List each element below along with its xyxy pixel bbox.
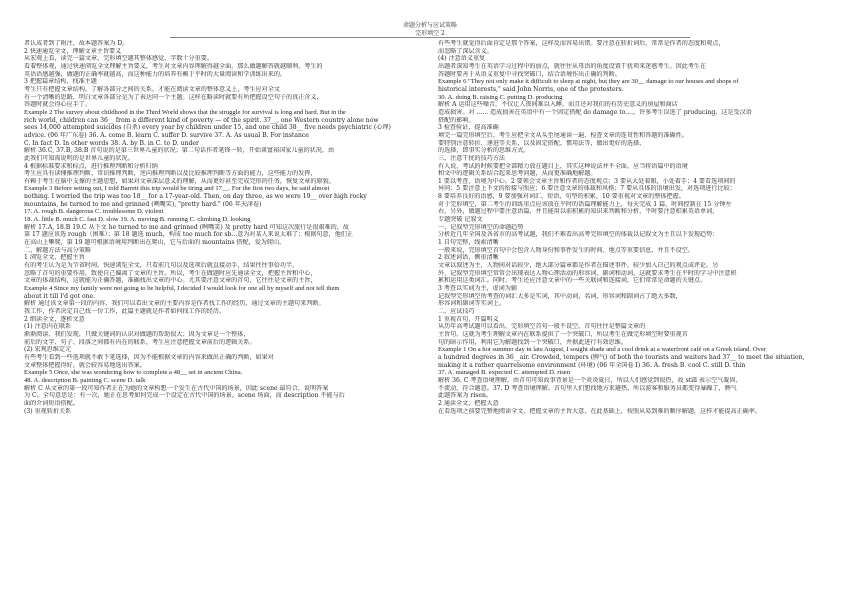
text-line: 第 17 题应该选 rough（困难）；第 18 题选 much，构成 too much for sb...意为对某人来说太难了；根据句意，他们正 (24, 231, 353, 239)
text-line: 解析 36.C, 37.B, 38.B 首句说的是第三世界儿童的状况；第二句话作者笔锋一转，开始谈富裕国家儿童的状况，由 (24, 147, 335, 155)
text-line: 外，记叙型完形填空常常会出现表达人物心理活动的形容词、副词和动词，这就要求考生在平时的学习中注意积 (438, 269, 737, 277)
text-line: 2 叙述词语，侧重清晰 (438, 254, 499, 262)
text-line: 分析近几年全国及各省市的高考试题，我们不难看出高考完形填空的体裁以记叙文为主且以下发现趋势： (438, 231, 719, 239)
text-line: (3) 重视转折关系 (24, 407, 72, 415)
text-line: 我工作，作者决定自己找一份工作，此篇主题就是作者如何找工作的经历。 (24, 307, 226, 315)
text-line: sees 14,000 attempted suicides (自杀) every year by children under 15, and one child 38__ five needs psychiatric (心理) (24, 124, 391, 132)
text-line: 者认成者到了附注，故本题答案为 D。 (24, 40, 129, 47)
text-line: 1 要以考查，语境为中心。2 要领会文章主旨和作者的态度观点；3 要从大处着眼，小处着手；4 要看选项间的 (438, 177, 736, 185)
text-line: (2) 宏观思维定元 (24, 346, 72, 354)
text-line: 有的考生认为是为节省时间，快速浏览全文，只看前几句以及选项后就直接动手，结果往往事倍功半， (24, 262, 299, 270)
text-line: 3 检查验证，提高准确 (438, 124, 499, 132)
text-line: 要特别注意转折、递进等关系，以及固定搭配、惯用法等，做出更好的选择， (438, 139, 646, 147)
text-line: a hundred degrees in 36__air. Crowded, tempers (脾气) of both the tourists and waiters had 37__ to meet the situation, (438, 353, 805, 361)
text-line: 1 浏览全文，把握主旨 (24, 254, 85, 262)
text-line: 文章整体把握得好，就会较容易地选出答案。 (24, 361, 146, 369)
text-line: 2 通读全文，把握大意 (438, 399, 499, 407)
text-line: 答题时就会得心应手了。 (24, 101, 92, 109)
text-line: 的选择，即事实分析的思维方式。 (438, 147, 530, 155)
text-line: 英语语感越强，做题的正确率就越高，而这种能力的培养有赖于平时的大量阅读和学训练出来的。 (24, 70, 287, 78)
text-line: 8 要培养良好的语感，9 要加强对词汇、短语、句型的积累，10 要重视对文章的整体把握。 (438, 193, 685, 201)
text-line: 主旨句。这就为考生理解文章内在联系提供了一个突破口，所以考生在做完形填空时要重视首 (438, 330, 688, 338)
text-line: 看着整体观，通过快速浏览全文理解主旨要义，考生对文章内容理解得越全面，那么做题解答就越顺利。考生的 (24, 62, 323, 70)
text-line: (1) 注意内在联系 (24, 323, 72, 331)
left-text-column (24, 40, 422, 415)
text-line: Example 3 Before setting out, I told Barrett this trip would be tiring and 17__. For the first two days, he said almost (24, 185, 330, 193)
text-line: 解析 C 从文章的第一段可知作者正在为她的文章构想一个发生在古代中国的场景，因此 scene 最符合，说明答案 (24, 384, 329, 392)
text-line: rich world, children can 36__ from a different kind of poverty — of the spirit. 37__, one Western country alone now (24, 116, 379, 124)
text-line: 异同；5 要注意上下文的衔接与照应；6 要注意文章的体裁和风格；7 要从具体的语境出发，对选项进行比较； (438, 185, 736, 193)
text-line: making it a rather quarrelsome environment (环境) (06 年全国卷 I) 36. A. fresh B. cool C. still D. thin (438, 361, 746, 369)
text-line: 为 C。全句意思是：有一次，她正在思考如何完成一个设定在古代中国的场景。scene 场面，而 description 不能与后 (24, 392, 345, 400)
text-line: 解析 A 运用这些噪音，不仅让人夜间难以入睡，而且还对我们的有历史意义的房屋和商店 (438, 101, 678, 109)
text-line: 解析 17.A, 18.B 19.C 从下文 he turned to me and grinned (咧嘴笑) 及 pretty hard 可知这次旅行是很艰难的，故 (24, 223, 349, 231)
text-line: 二、解题方法与高分策略 (24, 246, 92, 254)
text-line: 1 自句完整，线索清晰 (438, 239, 499, 247)
text-line: 解析 通过该文章第一段的内容，我们可以看出文章的主要内容是作者找工作的经历，通过文章的主题句来判断。 (24, 300, 325, 308)
text-line: 二、应试技巧 (438, 307, 475, 315)
text-line: 有赖于考生在脑中支撑的主题思想，如果对文章深层意义的理解，从而更好甚至完成完形的任务，恢复文章的原貌。 (24, 177, 335, 185)
text-line: Example 5 Once, she was wondering how to complete a 48__ set in ancient China. (24, 369, 243, 377)
text-line: 搭配的影响。 (438, 116, 475, 124)
page-header-subtitle: 完形填空 2 (415, 30, 445, 37)
text-line: 不流动，符合题意。37. D 考查语境理解。首句里人们想找地方来避热，所以游客和服务员都变得暴躁了，脾气 (438, 384, 737, 392)
right-text-column (438, 40, 836, 415)
text-line: 面的介词短语搭配。 (24, 399, 79, 407)
text-line: Example 4 Since my family were not going to be helpful, I decided I would look for one all by myself and not tell them (24, 285, 340, 292)
text-line: Example 1 On a hot summer day in late August, I sought shade and a cool drink at a waterfront café on a Greek island. Over (438, 346, 766, 354)
text-line: 解析 36. C 考查语境理解。由首句可知故事背景是一个炎炎夏日，所以人们感觉到很热，故 still 表示空气凝固、 (438, 376, 742, 384)
text-line: historical interests," said John Norris, one of the protesters. (438, 85, 624, 93)
text-line: 2 快速通览全文，理解文章主旨要义 (24, 47, 122, 55)
text-line: 一、记叙型完形填空的命题趋势 (438, 223, 524, 231)
text-line: 3 考查以实词为主，虚词为辅 (438, 285, 517, 292)
text-line: (4) 注意语义重复 (438, 55, 486, 63)
text-line: 文章以叙述为主，人物间对话较少，绝大部分篇章都是作者在描述事件，较少加入自己的观点或评论。另 (438, 262, 719, 270)
header-divider (170, 37, 690, 38)
text-line: 而忽略了深层含义。 (438, 47, 493, 55)
text-line: 4 根据标准要求和标点，进行推理判断和分析归纳 (24, 162, 158, 170)
text-line: 出题者深知考生在英语学习过程中的弱点，就往往从母语的角度设置干扰项来迷惑考生。因此考生在 (438, 62, 707, 70)
text-line: 渐渐阅读，我们发现，只做关键词的认识对做题的帮助很大；因为文章是一个整体， (24, 330, 250, 338)
text-line: 有人说，考试的时候要把全部精力放在题目上，其实这种说法并不全面。应当将语篇中的语境 (438, 162, 688, 170)
text-line: 从历年高考试题可以看出，完形填空首句一般不设空，首句往往是整篇文章的 (438, 323, 646, 331)
text-line: 2 细读全文，逐析文意 (24, 315, 85, 323)
text-line: 考生应具有读懂推理判断、常识推理判断，逆向推理判断以及比较推理判断等方面的能力，这些能力的发挥， (24, 170, 317, 178)
text-line: 在看选项之前要完整地阅读全文，把握文章的主旨大意，在此基础上，按照从易到难的顺序解题，这样才能提高正确率。 (438, 407, 761, 415)
text-line: 三、注意干扰的技巧方法 (438, 154, 506, 162)
text-line: Example 2 The survey about childhood in the Third World shows that the struggle for survival is long and hard. But in the (24, 108, 346, 116)
text-line: 造成损害。对 ...... 造成损害在英语中有一个固定搭配 do damage to....，许多考生误选了 producing，这是受汉语 (438, 108, 752, 116)
text-line: 文章的体裁结构，这就能为正确答题，准确找出文章的中心。尤其要注意文章的首句，它往往是文章的主旨， (24, 277, 317, 285)
text-line: 48. A. description B. painting C. scene D. talk (24, 376, 146, 384)
text-line: 17. A. rough B. dangerous C. troublesome D. violent (24, 208, 164, 216)
text-line: 此题答案为 risen。 (438, 392, 493, 400)
text-line: 37. A. managed B. expected C. attempted D. risen (438, 369, 571, 377)
text-line: 一般来说，完形填空首句中会包含人物身份和事件发生的时间、地点等重要信息，并且不设空。 (438, 246, 694, 254)
text-line: 30. A. doing B. raising C. putting D. producing (438, 93, 563, 101)
text-line: mountains, he turned to me and grinned (咧嘴笑), "pretty hard." (06 年天津卷) (24, 200, 262, 208)
text-line: 3 把握篇章结构，找准主题 (24, 78, 97, 86)
text-line: 在高山上攀爬，第 19 题可根据语境用判断出在爬山，它与后面的 mountains 搭配，爱为爬山。 (24, 239, 286, 247)
text-line: Example 6 "They not only make it difficult to sleep at night, but they are 30__ damage to our houses and shops of (438, 78, 739, 86)
text-line: about it till I'd got one. (24, 292, 96, 300)
text-line: 1 重视首句，开篇明义 (438, 315, 499, 323)
text-line: 和文中的逻辑关系结合起来思考问题，从而更准确地解题。 (438, 170, 597, 178)
text-line: 有一个清晰的思路，明白文章各部分是为了表达同一个主题。这样在略读时就要有所把握设空句子的真正含义， (24, 93, 323, 101)
text-line: 从宏观上看，读完一篇文章，完形填空题其整体感觉、字数十分重要。 (24, 55, 213, 63)
text-line: 右，另外，做题过程中要注意语篇，并且能用以前积累的知识来判断和分析，平时要注意积累英语单词， (438, 208, 719, 216)
text-line: 18. A. little B. much C. fast D. slow 19. A. moving B. running C. climbing D. looking (24, 216, 251, 224)
text-line: 记叙型完形填空所考查的词汇大多是实词，其中动词、名词、形容词和副词占了绝大多数， (438, 292, 682, 300)
text-line: 答题时要善于从语义重复中寻找突破口，结合语境作出正确的判断。 (438, 70, 621, 78)
page-header-title: 命题分析与应试策略 (402, 22, 457, 29)
text-line: 形容词和副词等实词上。 (438, 300, 506, 308)
text-line: advice. (06 年广东卷) 36. A. come B. learn C. suffer D. survive 37. A. As usual B. For instance (24, 131, 309, 139)
text-line: 有些考生就觉得后面肯定是那个答案，这样反而容易出错。要注意在转折词后，常常是作者的态度和观点， (438, 40, 725, 47)
text-line: 忽略了首句的重要作用，致使自己偏离了文章的主旨。所以，考生在做题时应先通读全文，把握主旨和中心， (24, 269, 317, 277)
text-line: 累和运用这类词汇。同时，考生还应注意文章中的一些关联词和连接词，它们常常是命题的关键点。 (438, 277, 707, 285)
text-line: 句的暗示作用，利用它为解题找到一个突破口，并据此进行有效思维。 (438, 338, 627, 346)
text-line: 有些考生看到一些选项就不敢下笔选择，因为不能根据文章的内容来做出正确的判断，如果对 (24, 353, 274, 361)
text-line: C. In fact D. In other words 38. A. by B. in C. to D. under (24, 139, 199, 147)
text-line: 前后的文字、句子、段落之间都有内在的联系，考生应注意把握文章前后的逻辑关系。 (24, 338, 256, 346)
text-line: 此我们可知需说明的是世界儿童的状况。 (24, 154, 134, 162)
text-line: nothing. I worried the trip was too 18__ for a 17-year-old. Then, on day three, as we were 19__ over high rocky (24, 193, 367, 201)
text-line: 考生只有把握文章结构，了解各部分之间的关系，才能在阅读文章的整体意义上，考生应对全文 (24, 85, 280, 93)
text-line: 专题突破 记叙文 (438, 216, 483, 224)
text-line: 对于完形填空，第二考生的训练重点应该放在平时的语篇理解能力上，每天完成 1 篇，时间控制在 15 分钟左 (438, 200, 732, 208)
text-line: 填完一篇完形填空后，考生应把全文从头至尾通读一遍，检查文章的连贯性和答题的准确性。 (438, 131, 688, 139)
